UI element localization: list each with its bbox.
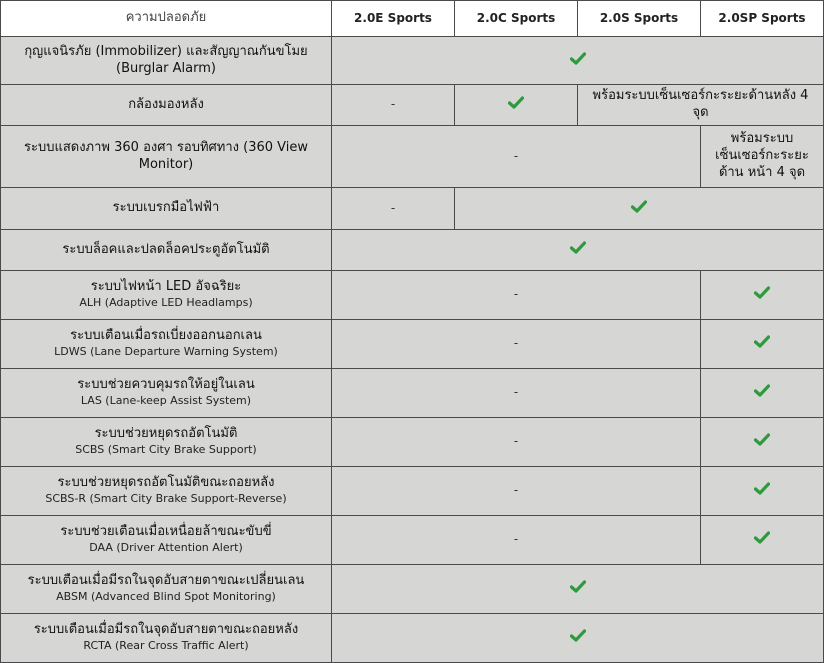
dash-mark: -: [513, 483, 519, 498]
check-icon: [508, 96, 524, 114]
feature-name-th: ระบบล็อคและปลดล็อคประตูอัตโนมัติ: [62, 241, 270, 257]
note-text: พร้อมระบบ เซ็นเซอร์กะระยะด้าน หน้า 4 จุด: [715, 131, 809, 180]
feature-name-th: ระบบช่วยเตือนเมื่อเหนื่อยล้าขณะขับขี่: [60, 524, 272, 540]
feature-immobilizer: [1, 37, 332, 85]
value-cell-2-0e: [332, 85, 455, 126]
value-cell-2-0sp: [701, 516, 824, 565]
value-cell-2-0sp: [701, 271, 824, 320]
check-icon: [631, 200, 647, 218]
dash-mark: -: [513, 336, 519, 351]
column-header-2-0c-sports: 2.0C Sports: [455, 1, 578, 37]
feature-ldws: [1, 320, 332, 369]
dash-mark: -: [513, 287, 519, 302]
feature-name-th: ระบบช่วยควบคุมรถให้อยู่ในเลน: [77, 377, 255, 393]
value-cell-2-0e-2-0s: [332, 418, 701, 467]
feature-scbs: [1, 418, 332, 467]
feature-name-en: ABSM (Advanced Blind Spot Monitoring): [56, 590, 276, 604]
value-cell-2-0sp: [701, 126, 824, 188]
feature-absm: [1, 565, 332, 614]
value-cell-all-models: [332, 565, 824, 614]
value-cell-2-0e-2-0s: [332, 320, 701, 369]
table-row: [1, 467, 824, 516]
column-header-2-0s-sports: 2.0S Sports: [578, 1, 701, 37]
feature-name-th: กุญแจนิรภัย (Immobilizer) และสัญญาณกันขโมย (Burglar Alarm): [24, 43, 308, 76]
feature-name-en: LDWS (Lane Departure Warning System): [54, 345, 278, 359]
check-icon: [570, 629, 586, 647]
value-cell-2-0sp: [701, 369, 824, 418]
note-text: พร้อมระบบเซ็นเซอร์กะระยะด้านหลัง 4 จุด: [592, 88, 809, 120]
table-row: [1, 37, 824, 85]
feature-name-th: ระบบเตือนเมื่อมีรถในจุดอับสายตาขณะถอยหลัง: [33, 622, 299, 638]
feature-name-th: ระบบไฟหน้า LED อัจฉริยะ: [90, 279, 242, 295]
check-icon: [754, 286, 770, 304]
feature-360-view-monitor: [1, 126, 332, 188]
feature-auto-door-lock: [1, 230, 332, 271]
check-icon: [570, 52, 586, 70]
feature-name-th: ระบบเตือนเมื่อรถเบี่ยงออกนอกเลน: [70, 328, 262, 344]
feature-daa: [1, 516, 332, 565]
table-row: [1, 188, 824, 230]
check-icon: [754, 531, 770, 549]
table-row: [1, 418, 824, 467]
feature-alh: [1, 271, 332, 320]
check-icon: [754, 335, 770, 353]
check-icon: [570, 580, 586, 598]
feature-name-th: กล้องมองหลัง: [128, 96, 204, 112]
header-row: [1, 1, 824, 37]
value-cell-2-0sp: [701, 418, 824, 467]
feature-rear-camera: [1, 85, 332, 126]
check-icon: [754, 384, 770, 402]
feature-name-en: DAA (Driver Attention Alert): [89, 541, 243, 555]
feature-name-th: ระบบเบรกมือไฟฟ้า: [112, 200, 220, 216]
value-cell-2-0c-2-0sp: [455, 188, 824, 230]
column-header-2-0e-sports: 2.0E Sports: [332, 1, 455, 37]
feature-electric-parking-brake: [1, 188, 332, 230]
value-cell-2-0e: [332, 188, 455, 230]
value-cell-2-0e-2-0s: [332, 271, 701, 320]
dash-mark: -: [513, 434, 519, 449]
value-cell-all-models: [332, 230, 824, 271]
value-cell-2-0sp: [701, 467, 824, 516]
check-icon: [570, 241, 586, 259]
table-row: [1, 230, 824, 271]
dash-mark: -: [513, 385, 519, 400]
check-icon: [754, 433, 770, 451]
feature-name-en: SCBS-R (Smart City Brake Support-Reverse): [45, 492, 287, 506]
table-row: [1, 369, 824, 418]
feature-scbs-r: [1, 467, 332, 516]
value-cell-all-models: [332, 614, 824, 663]
dash-mark: -: [513, 532, 519, 547]
table-row: [1, 271, 824, 320]
table-row: [1, 320, 824, 369]
table-row: [1, 126, 824, 188]
value-cell-all-models: [332, 37, 824, 85]
value-cell-2-0c: [455, 85, 578, 126]
value-cell-2-0s-2-0sp: [578, 85, 824, 126]
value-cell-2-0e-2-0s: [332, 369, 701, 418]
feature-name-en: SCBS (Smart City Brake Support): [75, 443, 257, 457]
feature-name-en: LAS (Lane-keep Assist System): [80, 394, 252, 408]
feature-name-th: ระบบช่วยหยุดรถอัตโนมัติขณะถอยหลัง: [57, 475, 275, 491]
feature-name-en: ALH (Adaptive LED Headlamps): [79, 296, 253, 310]
column-header-2-0sp-sports: 2.0SP Sports: [701, 1, 824, 37]
check-icon: [754, 482, 770, 500]
feature-name-th: ระบบช่วยหยุดรถอัตโนมัติ: [94, 426, 238, 442]
table-row: [1, 565, 824, 614]
value-cell-2-0e-2-0s: [332, 467, 701, 516]
feature-name-en: RCTA (Rear Cross Traffic Alert): [83, 639, 249, 653]
feature-rcta: [1, 614, 332, 663]
table-row: [1, 516, 824, 565]
value-cell-2-0sp: [701, 320, 824, 369]
table-row: [1, 85, 824, 126]
dash-mark: -: [513, 148, 519, 163]
dash-mark: -: [390, 200, 396, 215]
table-row: [1, 614, 824, 663]
column-header-feature: ความปลอดภัย: [1, 1, 332, 37]
value-cell-2-0e-2-0s: [332, 516, 701, 565]
feature-name-th: ระบบแสดงภาพ 360 องศา รอบทิศทาง (360 View Monitor): [23, 139, 308, 172]
value-cell-2-0e-2-0s: [332, 126, 701, 188]
feature-las: [1, 369, 332, 418]
feature-name-th: ระบบเตือนเมื่อมีรถในจุดอับสายตาขณะเปลี่ยนเลน: [27, 573, 305, 589]
dash-mark: -: [390, 97, 396, 112]
